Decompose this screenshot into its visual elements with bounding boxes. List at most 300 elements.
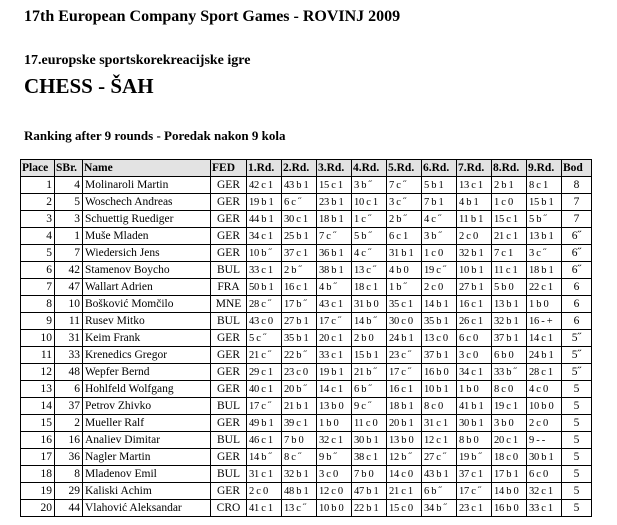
cell-name: Vlahović Aleksandar [83,500,211,517]
cell-round-1: 43 c 0 [247,313,282,330]
cell-fed: GER [211,177,247,194]
cell-round-2: 8 c ˝ [282,449,317,466]
cell-sbr: 47 [55,279,83,296]
cell-points: 6˝ [562,245,592,262]
cell-round-3: 7 c ˝ [317,228,352,245]
cell-round-2: 48 b 1 [282,483,317,500]
cell-round-6: 14 b 1 [422,296,457,313]
table-row [21,483,592,500]
table-header-row [21,160,592,177]
cell-place: 12 [21,364,55,381]
table-row [21,381,592,398]
cell-round-8: 19 c 1 [492,398,527,415]
cell-sbr: 2 [55,415,83,432]
cell-points: 5 [562,415,592,432]
cell-round-3: 32 c 1 [317,432,352,449]
cell-round-6: 10 b 1 [422,381,457,398]
cell-sbr: 4 [55,177,83,194]
cell-round-4: 14 b ˝ [352,313,387,330]
cell-round-5: 15 c 0 [387,500,422,517]
cell-round-2: 16 c 1 [282,279,317,296]
cell-round-2: 6 c ˝ [282,194,317,211]
cell-round-9: 15 b 1 [527,194,562,211]
cell-round-8: 7 c 1 [492,245,527,262]
cell-round-4: 1 c ˝ [352,211,387,228]
cell-round-6: 13 c 0 [422,330,457,347]
cell-round-7: 37 c 1 [457,466,492,483]
cell-round-9: 8 c 1 [527,177,562,194]
cell-round-7: 1 b 0 [457,381,492,398]
cell-round-8: 16 b 0 [492,500,527,517]
cell-round-1: 5 c ˝ [247,330,282,347]
cell-round-1: 44 b 1 [247,211,282,228]
cell-round-9: 5 b ˝ [527,211,562,228]
cell-round-3: 23 b 1 [317,194,352,211]
col-header-round-6: 6.Rd. [422,160,457,177]
col-header-round-9: 9.Rd. [527,160,562,177]
cell-round-5: 17 c ˝ [387,364,422,381]
cell-fed: GER [211,245,247,262]
cell-place: 10 [21,330,55,347]
cell-round-3: 1 b 0 [317,415,352,432]
cell-round-3: 9 b ˝ [317,449,352,466]
cell-round-5: 14 c 0 [387,466,422,483]
cell-round-6: 4 c ˝ [422,211,457,228]
cell-place: 3 [21,211,55,228]
cell-points: 5 [562,381,592,398]
cell-round-7: 8 b 0 [457,432,492,449]
cell-name: Analiev Dimitar [83,432,211,449]
table-row [21,398,592,415]
cell-round-1: 31 c 1 [247,466,282,483]
table-row [21,194,592,211]
cell-round-3: 3 c 0 [317,466,352,483]
cell-fed: BUL [211,398,247,415]
cell-round-2: 25 b 1 [282,228,317,245]
cell-round-1: 17 c ˝ [247,398,282,415]
cell-round-4: 22 b 1 [352,500,387,517]
cell-sbr: 29 [55,483,83,500]
cell-points: 6 [562,279,592,296]
discipline-title: CHESS - ŠAH [24,74,154,98]
cell-round-6: 35 b 1 [422,313,457,330]
cell-points: 7 [562,194,592,211]
table-row [21,500,592,517]
cell-round-8: 32 b 1 [492,313,527,330]
cell-round-1: 10 b ˝ [247,245,282,262]
cell-sbr: 7 [55,245,83,262]
cell-round-6: 3 b ˝ [422,228,457,245]
cell-round-6: 7 b 1 [422,194,457,211]
cell-points: 6˝ [562,262,592,279]
cell-round-1: 50 b 1 [247,279,282,296]
cell-round-7: 23 c 1 [457,500,492,517]
cell-round-9: 33 c 1 [527,500,562,517]
cell-round-6: 27 c ˝ [422,449,457,466]
cell-round-7: 3 c 0 [457,347,492,364]
cell-round-7: 10 b 1 [457,262,492,279]
ranking-table [20,159,592,517]
cell-round-3: 43 c 1 [317,296,352,313]
cell-round-9: 30 b 1 [527,449,562,466]
col-header-round-8: 8.Rd. [492,160,527,177]
cell-fed: GER [211,364,247,381]
cell-name: Schuettig Ruediger [83,211,211,228]
cell-name: Wiedersich Jens [83,245,211,262]
cell-round-7: 30 b 1 [457,415,492,432]
cell-round-8: 11 c 1 [492,262,527,279]
cell-round-8: 2 b 1 [492,177,527,194]
cell-round-2: 23 c 0 [282,364,317,381]
cell-round-2: 32 b 1 [282,466,317,483]
table-row [21,449,592,466]
cell-round-8: 8 c 0 [492,381,527,398]
cell-round-7: 11 b 1 [457,211,492,228]
cell-round-7: 17 c ˝ [457,483,492,500]
cell-round-2: 43 b 1 [282,177,317,194]
cell-round-5: 7 c ˝ [387,177,422,194]
cell-round-6: 6 b ˝ [422,483,457,500]
cell-round-1: 28 c ˝ [247,296,282,313]
cell-round-1: 34 c 1 [247,228,282,245]
cell-fed: GER [211,381,247,398]
cell-place: 20 [21,500,55,517]
cell-round-4: 4 c ˝ [352,245,387,262]
table-row [21,466,592,483]
cell-round-8: 33 b ˝ [492,364,527,381]
cell-round-3: 18 b 1 [317,211,352,228]
cell-round-4: 31 b 0 [352,296,387,313]
cell-round-8: 1 c 0 [492,194,527,211]
cell-round-2: 7 b 0 [282,432,317,449]
cell-round-6: 5 b 1 [422,177,457,194]
cell-round-5: 24 b 1 [387,330,422,347]
cell-fed: BUL [211,466,247,483]
cell-round-1: 49 b 1 [247,415,282,432]
cell-points: 5 [562,500,592,517]
cell-round-5: 20 b 1 [387,415,422,432]
cell-place: 9 [21,313,55,330]
cell-sbr: 33 [55,347,83,364]
cell-round-3: 19 b 1 [317,364,352,381]
cell-round-2: 30 c 1 [282,211,317,228]
cell-round-9: 32 c 1 [527,483,562,500]
cell-place: 13 [21,381,55,398]
cell-points: 5˝ [562,330,592,347]
cell-round-6: 19 c ˝ [422,262,457,279]
cell-name: Keim Frank [83,330,211,347]
col-header-sbr: SBr. [55,160,83,177]
table-row [21,347,592,364]
cell-round-5: 35 c 1 [387,296,422,313]
cell-place: 11 [21,347,55,364]
table-row [21,279,592,296]
table-row [21,177,592,194]
cell-name: Stamenov Boycho [83,262,211,279]
cell-points: 5 [562,449,592,466]
cell-place: 16 [21,432,55,449]
cell-round-4: 3 b ˝ [352,177,387,194]
cell-round-5: 1 b ˝ [387,279,422,296]
cell-round-3: 38 b 1 [317,262,352,279]
cell-name: Nagler Martin [83,449,211,466]
table-row [21,330,592,347]
cell-round-1: 42 c 1 [247,177,282,194]
cell-round-7: 4 b 1 [457,194,492,211]
cell-place: 5 [21,245,55,262]
cell-place: 4 [21,228,55,245]
cell-round-9: 4 c 0 [527,381,562,398]
cell-sbr: 10 [55,296,83,313]
cell-place: 14 [21,398,55,415]
cell-round-5: 18 b 1 [387,398,422,415]
cell-round-7: 16 c 1 [457,296,492,313]
cell-points: 6 [562,296,592,313]
cell-round-9: 6 c 0 [527,466,562,483]
table-row [21,313,592,330]
cell-round-9: 14 c 1 [527,330,562,347]
cell-place: 19 [21,483,55,500]
cell-round-4: 13 c ˝ [352,262,387,279]
cell-round-2: 37 c 1 [282,245,317,262]
cell-fed: FRA [211,279,247,296]
cell-round-1: 14 b ˝ [247,449,282,466]
cell-round-9: 16 - + [527,313,562,330]
cell-round-2: 20 b ˝ [282,381,317,398]
cell-round-8: 21 c 1 [492,228,527,245]
cell-points: 5 [562,398,592,415]
cell-round-3: 4 b ˝ [317,279,352,296]
cell-round-6: 34 b ˝ [422,500,457,517]
cell-round-9: 3 c ˝ [527,245,562,262]
cell-sbr: 5 [55,194,83,211]
cell-points: 6 [562,313,592,330]
cell-round-4: 7 b 0 [352,466,387,483]
cell-round-5: 13 b 0 [387,432,422,449]
cell-sbr: 3 [55,211,83,228]
cell-round-9: 2 c 0 [527,415,562,432]
cell-round-7: 2 c 0 [457,228,492,245]
cell-fed: GER [211,483,247,500]
cell-round-4: 15 b 1 [352,347,387,364]
cell-points: 5˝ [562,347,592,364]
cell-round-4: 10 c 1 [352,194,387,211]
cell-round-5: 12 b ˝ [387,449,422,466]
cell-sbr: 6 [55,381,83,398]
cell-round-5: 2 b ˝ [387,211,422,228]
cell-place: 8 [21,296,55,313]
cell-round-2: 21 b 1 [282,398,317,415]
cell-round-3: 15 c 1 [317,177,352,194]
cell-fed: GER [211,211,247,228]
cell-round-8: 17 b 1 [492,466,527,483]
col-header-points: Bod [562,160,592,177]
cell-round-4: 5 b ˝ [352,228,387,245]
cell-name: Rusev Mitko [83,313,211,330]
cell-round-5: 4 b 0 [387,262,422,279]
cell-round-9: 13 b 1 [527,228,562,245]
cell-fed: GER [211,330,247,347]
col-header-round-2: 2.Rd. [282,160,317,177]
table-row [21,415,592,432]
cell-round-4: 38 c 1 [352,449,387,466]
cell-round-8: 37 b 1 [492,330,527,347]
cell-round-3: 36 b 1 [317,245,352,262]
cell-round-8: 15 c 1 [492,211,527,228]
cell-name: Mladenov Emil [83,466,211,483]
cell-place: 15 [21,415,55,432]
cell-fed: CRO [211,500,247,517]
cell-sbr: 1 [55,228,83,245]
cell-round-2: 39 c 1 [282,415,317,432]
cell-round-4: 9 c ˝ [352,398,387,415]
cell-sbr: 48 [55,364,83,381]
table-row [21,245,592,262]
cell-name: Muše Mladen [83,228,211,245]
cell-round-3: 17 c ˝ [317,313,352,330]
col-header-name: Name [83,160,211,177]
cell-fed: GER [211,415,247,432]
cell-name: Molinaroli Martin [83,177,211,194]
cell-name: Woschech Andreas [83,194,211,211]
cell-round-5: 6 c 1 [387,228,422,245]
cell-round-6: 37 b 1 [422,347,457,364]
cell-place: 6 [21,262,55,279]
cell-round-4: 6 b ˝ [352,381,387,398]
cell-round-5: 31 b 1 [387,245,422,262]
cell-points: 5 [562,483,592,500]
cell-sbr: 16 [55,432,83,449]
cell-round-1: 41 c 1 [247,500,282,517]
cell-round-1: 40 c 1 [247,381,282,398]
cell-sbr: 11 [55,313,83,330]
cell-round-2: 27 b 1 [282,313,317,330]
cell-round-5: 16 c 1 [387,381,422,398]
cell-round-9: 9 - - [527,432,562,449]
table-row [21,228,592,245]
cell-round-2: 2 b ˝ [282,262,317,279]
cell-round-2: 17 b ˝ [282,296,317,313]
cell-round-1: 33 c 1 [247,262,282,279]
cell-sbr: 31 [55,330,83,347]
cell-fed: GER [211,228,247,245]
event-title: 17th European Company Sport Games - ROVINJ 2009 [24,8,401,25]
cell-name: Krenedics Gregor [83,347,211,364]
cell-round-4: 47 b 1 [352,483,387,500]
cell-place: 1 [21,177,55,194]
cell-round-9: 18 b 1 [527,262,562,279]
cell-name: Bošković Momčilo [83,296,211,313]
table-row [21,432,592,449]
cell-round-4: 11 c 0 [352,415,387,432]
cell-place: 2 [21,194,55,211]
col-header-round-5: 5.Rd. [387,160,422,177]
event-title-local: 17.europske sportskorekreacijske igre [24,53,251,68]
cell-sbr: 44 [55,500,83,517]
cell-sbr: 8 [55,466,83,483]
cell-round-6: 12 c 1 [422,432,457,449]
cell-round-9: 1 b 0 [527,296,562,313]
cell-fed: MNE [211,296,247,313]
col-header-round-4: 4.Rd. [352,160,387,177]
cell-round-8: 13 b 1 [492,296,527,313]
cell-round-8: 20 c 1 [492,432,527,449]
cell-round-7: 41 b 1 [457,398,492,415]
table-row [21,262,592,279]
cell-round-4: 21 b ˝ [352,364,387,381]
cell-name: Petrov Zhivko [83,398,211,415]
cell-sbr: 36 [55,449,83,466]
cell-round-9: 10 b 0 [527,398,562,415]
cell-points: 6˝ [562,228,592,245]
cell-name: Wepfer Bernd [83,364,211,381]
cell-round-6: 8 c 0 [422,398,457,415]
cell-round-2: 22 b ˝ [282,347,317,364]
cell-round-3: 12 c 0 [317,483,352,500]
cell-round-1: 19 b 1 [247,194,282,211]
cell-round-6: 16 b 0 [422,364,457,381]
cell-sbr: 42 [55,262,83,279]
cell-round-4: 30 b 1 [352,432,387,449]
cell-points: 5 [562,466,592,483]
cell-place: 17 [21,449,55,466]
cell-points: 7 [562,211,592,228]
cell-round-3: 33 c 1 [317,347,352,364]
cell-round-5: 3 c ˝ [387,194,422,211]
cell-fed: BUL [211,313,247,330]
cell-place: 18 [21,466,55,483]
cell-round-4: 18 c 1 [352,279,387,296]
table-row [21,211,592,228]
cell-round-6: 2 c 0 [422,279,457,296]
cell-round-1: 21 c ˝ [247,347,282,364]
col-header-place: Place [21,160,55,177]
cell-round-1: 2 c 0 [247,483,282,500]
cell-round-3: 10 b 0 [317,500,352,517]
col-header-round-1: 1.Rd. [247,160,282,177]
cell-round-4: 2 b 0 [352,330,387,347]
cell-round-8: 5 b 0 [492,279,527,296]
cell-round-7: 19 b ˝ [457,449,492,466]
cell-points: 5˝ [562,364,592,381]
cell-round-6: 31 c 1 [422,415,457,432]
cell-name: Kaliski Achim [83,483,211,500]
cell-round-1: 29 c 1 [247,364,282,381]
cell-round-5: 30 c 0 [387,313,422,330]
cell-fed: BUL [211,262,247,279]
cell-round-2: 13 c ˝ [282,500,317,517]
cell-round-8: 14 b 0 [492,483,527,500]
cell-round-7: 32 b 1 [457,245,492,262]
cell-round-6: 43 b 1 [422,466,457,483]
cell-place: 7 [21,279,55,296]
cell-round-9: 24 b 1 [527,347,562,364]
cell-fed: GER [211,194,247,211]
cell-round-7: 34 c 1 [457,364,492,381]
cell-round-5: 21 c 1 [387,483,422,500]
cell-fed: GER [211,347,247,364]
cell-points: 5 [562,432,592,449]
cell-round-3: 14 c 1 [317,381,352,398]
cell-round-3: 20 c 1 [317,330,352,347]
cell-name: Mueller Ralf [83,415,211,432]
col-header-fed: FED [211,160,247,177]
ranking-subtitle: Ranking after 9 rounds - Poredak nakon 9 kola [24,128,286,143]
cell-fed: BUL [211,432,247,449]
cell-round-8: 18 c 0 [492,449,527,466]
cell-name: Hohlfeld Wolfgang [83,381,211,398]
col-header-round-3: 3.Rd. [317,160,352,177]
